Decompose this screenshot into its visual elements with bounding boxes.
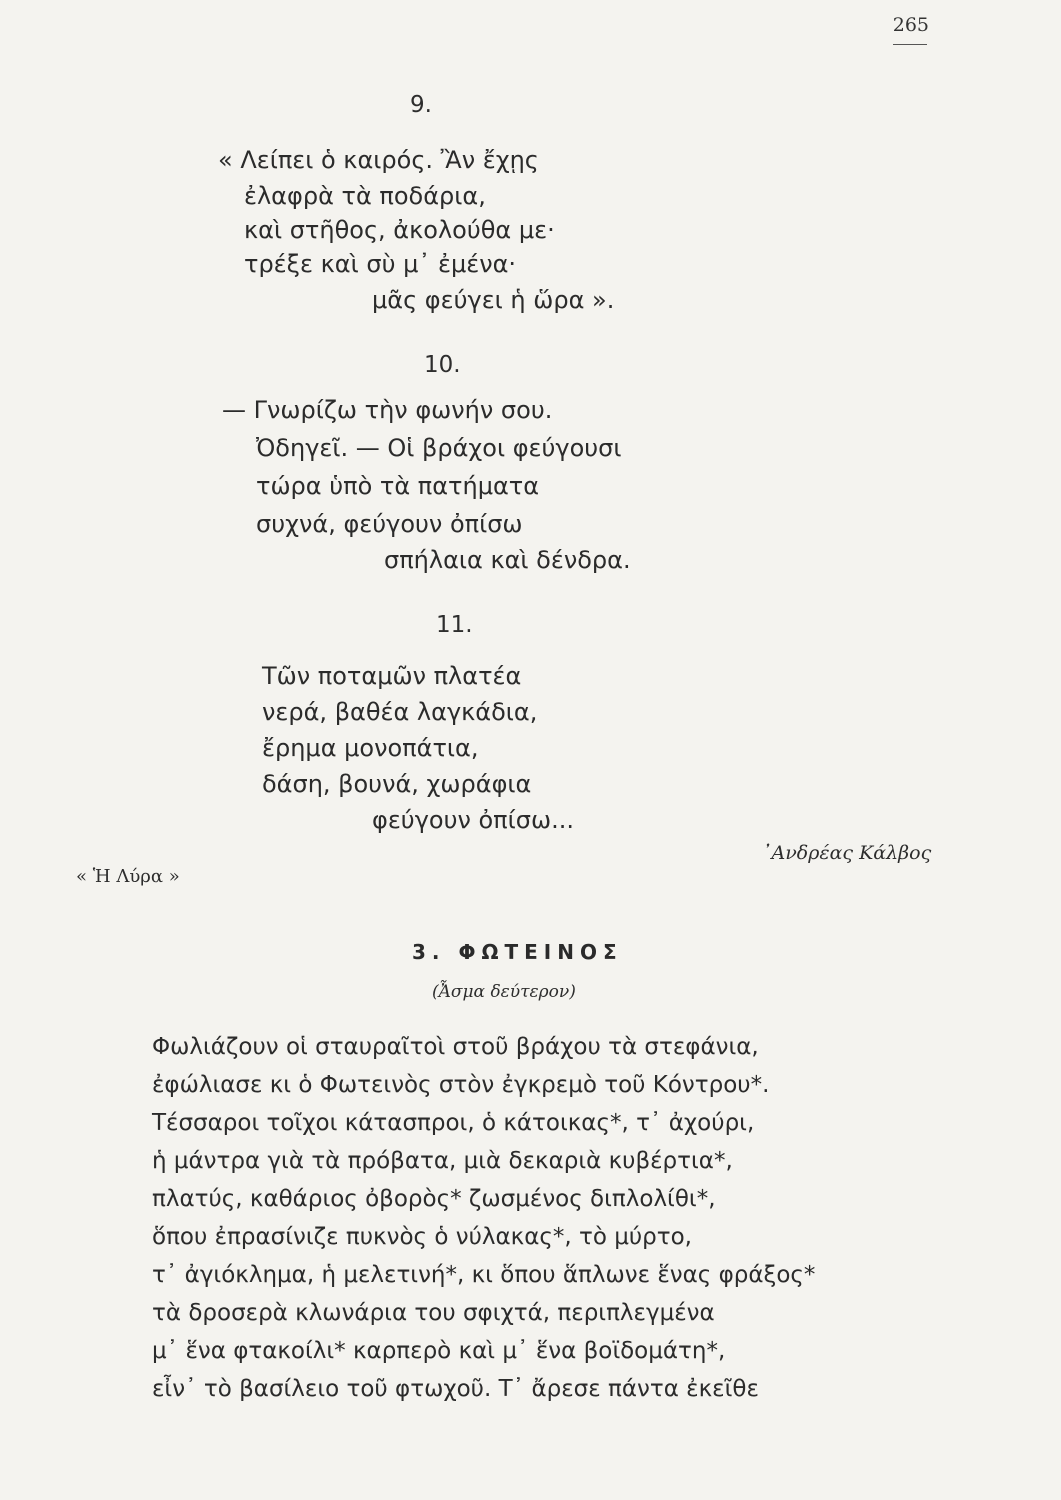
source-note: « Ἡ Λύρα » — [76, 866, 180, 887]
verse-line: καὶ στῆθος, ἀκολούθα με· — [244, 216, 555, 244]
verse-line: τρέξε καὶ σὺ μ᾽ ἐμένα· — [244, 250, 517, 278]
section-title: 3. ΦΩΤΕΙΝΟΣ — [412, 940, 623, 964]
prose-line: τὰ δροσερὰ κλωνάρια του σφιχτά, περιπλεγμένα — [152, 1300, 715, 1326]
verse-line: δάση, βουνά, χωράφια — [262, 770, 532, 798]
prose-line: τ᾽ ἀγιόκλημα, ἡ μελετινή*, κι ὅπου ἅπλωνε ἕνας φράξος* — [152, 1262, 816, 1288]
verse-line: σπήλαια καὶ δένδρα. — [384, 546, 631, 574]
prose-line: μ᾽ ἕνα φτακοίλι* καρπερὸ καὶ μ᾽ ἕνα βοϊδομάτη*, — [152, 1338, 726, 1364]
prose-line: ἡ μάντρα γιὰ τὰ πρόβατα, μιὰ δεκαριὰ κυβέρτια*, — [152, 1148, 733, 1174]
verse-line: ἐλαφρὰ τὰ ποδάρια, — [244, 182, 486, 210]
verse-line: « Λείπει ὁ καιρός. Ἂν ἔχῃς — [218, 146, 539, 174]
verse-line: μᾶς φεύγει ἡ ὥρα ». — [372, 286, 615, 314]
verse-line: — Γνωρίζω τὴν φωνήν σου. — [222, 396, 553, 424]
prose-line: ὅπου ἐπρασίνιζε πυκνὸς ὁ νύλακας*, τὸ μύρτο, — [152, 1224, 692, 1250]
prose-line: Φωλιάζουν οἱ σταυραῖτοὶ στοῦ βράχου τὰ στεφάνια, — [152, 1034, 759, 1060]
page-number: 265 — [892, 14, 929, 36]
page-number-rule — [893, 44, 927, 45]
verse-line: ἔρημα μονοπάτια, — [262, 734, 479, 762]
prose-line: Τέσσαροι τοῖχοι κάτασπροι, ὁ κάτοικας*, τ᾽ ἀχούρι, — [152, 1110, 755, 1136]
prose-line: εἶν᾽ τὸ βασίλειο τοῦ φτωχοῦ. Τ᾽ ἄρεσε πάντα ἐκεῖθε — [152, 1376, 759, 1402]
prose-line: ἐφώλιασε κι ὁ Φωτεινὸς στὸν ἐγκρεμὸ τοῦ Κόντρου*. — [152, 1072, 770, 1098]
verse-line: Ὀδηγεῖ. — Οἱ βράχοι φεύγουσι — [256, 434, 622, 462]
stanza-number-11: 11. — [436, 612, 473, 638]
section-subtitle: (Ἆσμα δεύτερον) — [432, 982, 576, 1002]
author-attribution: ᾽Ανδρέας Κάλβος — [762, 842, 932, 864]
prose-line: πλατύς, καθάριος ὀβορὸς* ζωσμένος διπλολίθι*, — [152, 1186, 716, 1212]
verse-line: νερά, βαθέα λαγκάδια, — [262, 698, 538, 726]
verse-line: συχνά, φεύγουν ὀπίσω — [256, 510, 523, 538]
verse-line: Τῶν ποταμῶν πλατέα — [262, 662, 522, 690]
stanza-number-10: 10. — [424, 352, 461, 378]
verse-line: τώρα ὑπὸ τὰ πατήματα — [256, 472, 540, 500]
verse-line: φεύγουν ὀπίσω... — [372, 806, 574, 834]
stanza-number-9: 9. — [410, 92, 432, 118]
